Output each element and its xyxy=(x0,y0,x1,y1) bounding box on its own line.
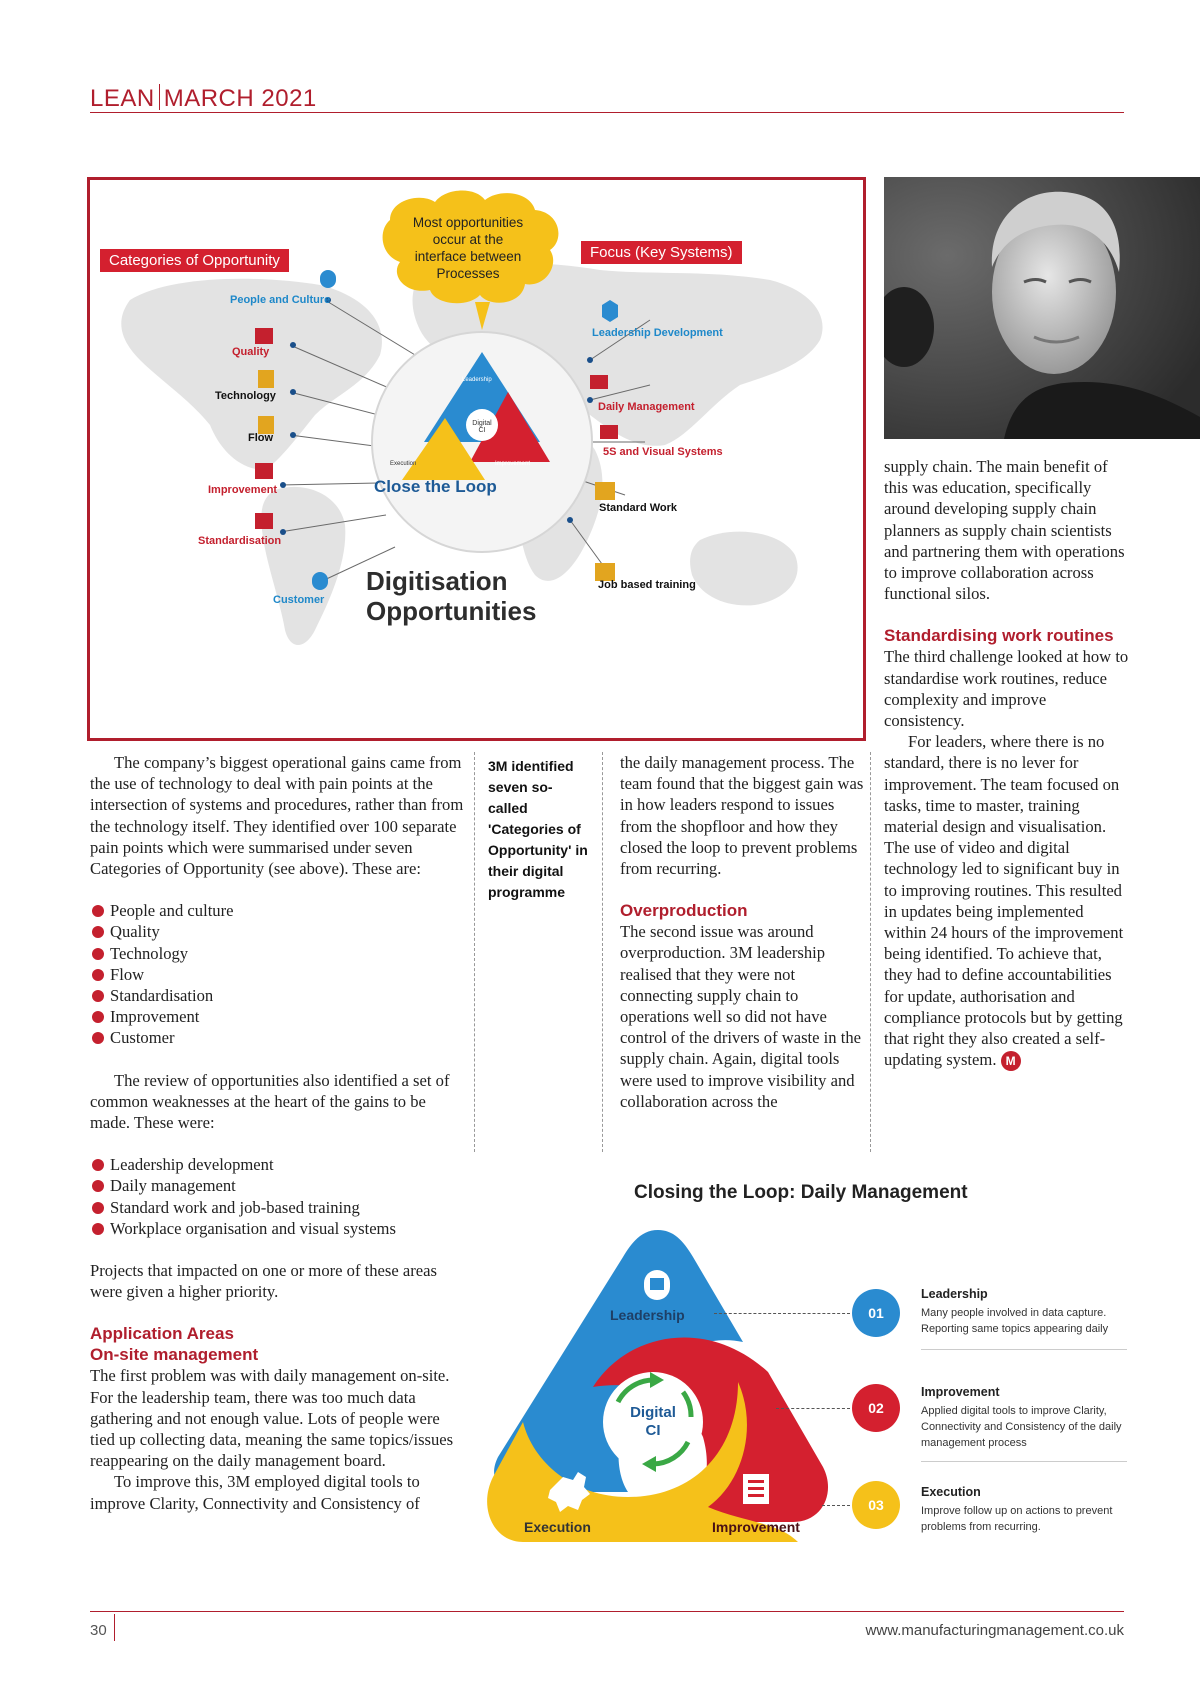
footer-divider xyxy=(114,1614,115,1641)
col3-paragraph-2: The second issue was around overproduction. 3M leadership realised that they were not connecting supply chain to operations well so did not have control of the drivers of waste in the supply chain. Again, digital tools were used to improve visibility and collaboration across the xyxy=(620,922,861,1111)
cloud-callout: Most opportunities occur at the interface between Processes xyxy=(412,215,524,281)
item-line: Connectivity and Consistency of the daily xyxy=(921,1421,1122,1433)
heading-on-site-management: On-site management xyxy=(90,1345,259,1365)
mini-digital-ci: Digital CI xyxy=(472,420,492,434)
connector-01 xyxy=(714,1313,850,1314)
close-the-loop-caption: Close the Loop xyxy=(374,477,497,496)
closing-the-loop-title: Closing the Loop: Daily Management xyxy=(634,1182,968,1203)
col4-paragraph-3-text: For leaders, where there is no standard, there is no lever for improvement. The team focused on tasks, time to master, training material design and visualisation. The use of video and digital technology led to significant buy in to improving routines. This resulted in updates being implemented within 24 hours of the improvement being identified. To achieve that, they had to define accountabilities for update, authorisation and compliance protocols but by getting that right they also created a self-updating system. xyxy=(884,732,1124,1070)
portrait-photo xyxy=(884,177,1200,439)
item-line: Many people involved in data capture. xyxy=(921,1307,1107,1319)
list-item: Technology xyxy=(90,943,464,964)
focus-5s-visual-systems: 5S and Visual Systems xyxy=(603,446,723,458)
category-quality: Quality xyxy=(232,346,270,358)
page-number: 30 xyxy=(90,1622,107,1639)
focus-standard-work: Standard Work xyxy=(599,502,678,514)
list-item: Workplace organisation and visual systems xyxy=(90,1218,464,1239)
connector-02 xyxy=(776,1408,850,1409)
col4-paragraph-1: supply chain. The main benefit of this was education, specifically around developing supply chain planners as supply chain scientists and partnering them with operations to improve collaboration across functional silos. xyxy=(884,457,1125,604)
step-number-03: 03 xyxy=(852,1481,900,1529)
item-rule xyxy=(921,1349,1127,1350)
article-column-3 xyxy=(620,752,864,1112)
weaknesses-list xyxy=(90,1154,464,1239)
article-column-1 xyxy=(90,752,464,1514)
category-technology: Technology xyxy=(215,390,276,402)
focus-leadership-development: Leadership Development xyxy=(592,327,723,339)
item-title: Execution xyxy=(921,1485,981,1499)
col4-paragraph-3 xyxy=(884,731,1130,1071)
list-item: Standard work and job-based training xyxy=(90,1197,464,1218)
col1-paragraph-3: Projects that impacted on one or more of these areas were given a higher priority. xyxy=(90,1261,437,1302)
connector-03 xyxy=(822,1505,850,1506)
digitisation-opportunities-title xyxy=(366,566,536,626)
portrait-image xyxy=(884,177,1200,439)
col1-paragraph-1: The company’s biggest operational gains came from the use of technology to deal with pain points at the intersection of systems and procedures, rather than from the technology itself. They identified over 100 separate pain points which were summarised under seven Categories of Opportunity (see above). These are: xyxy=(90,753,464,879)
category-customer: Customer xyxy=(273,594,325,606)
item-line: Applied digital tools to improve Clarity, xyxy=(921,1405,1107,1417)
column-divider xyxy=(474,752,475,1152)
focus-key-systems-box: Focus (Key Systems) xyxy=(581,241,742,264)
col1-paragraph-4: The first problem was with daily management on-site. For the leadership team, there was too much data gathering and not enough value. Lots of people were tied up collecting data, meaning the same topics/issues reappearing on the daily management board. xyxy=(90,1366,454,1471)
running-header xyxy=(90,84,317,113)
big-title-line-1: Digitisation xyxy=(366,566,508,596)
footer-url[interactable]: www.manufacturingmanagement.co.uk xyxy=(865,1622,1124,1639)
column-divider xyxy=(602,752,603,1152)
focus-daily-management: Daily Management xyxy=(598,401,695,413)
item-line: management process xyxy=(921,1437,1027,1449)
core-line-2: CI xyxy=(645,1422,661,1439)
heading-standardising-work-routines: Standardising work routines xyxy=(884,626,1114,646)
item-line: problems from recurring. xyxy=(921,1521,1041,1533)
core-line-1: Digital xyxy=(630,1404,676,1421)
item-improvement xyxy=(921,1385,1127,1462)
header-rule xyxy=(90,112,1124,113)
mini-leadership-label: Leadership xyxy=(462,377,492,383)
big-title-line-2: Opportunities xyxy=(366,596,537,626)
col4-paragraph-2: The third challenge looked at how to standardise work routines, reduce complexity and improve consistency. xyxy=(884,647,1129,731)
item-title: Improvement xyxy=(921,1385,1000,1399)
triangle-execution-label: Execution xyxy=(524,1519,591,1535)
item-execution xyxy=(921,1485,1127,1535)
categories-list xyxy=(90,900,464,1048)
list-item: People and culture xyxy=(90,900,464,921)
category-people-and-culture: People and Culture xyxy=(230,294,331,306)
mini-execution-label: Execution xyxy=(390,461,417,467)
col3-paragraph-1: the daily management process. The team found that the biggest gain was in how leaders respond to issues from the shopfloor and how they closed the loop to prevent problems from recurring. xyxy=(620,753,864,879)
item-line: Reporting same topics appearing daily xyxy=(921,1323,1109,1335)
item-rule xyxy=(921,1461,1127,1462)
categories-of-opportunity-box: Categories of Opportunity xyxy=(100,249,289,272)
col1-paragraph-2: The review of opportunities also identified a set of common weaknesses at the heart of the gains to be made. These were: xyxy=(90,1070,450,1133)
category-standardisation: Standardisation xyxy=(198,535,282,547)
end-mark-icon: M xyxy=(1001,1051,1021,1071)
closing-loop-triangle-diagram xyxy=(478,1222,838,1560)
list-item: Daily management xyxy=(90,1175,464,1196)
column-divider xyxy=(870,752,871,1152)
list-item: Customer xyxy=(90,1027,464,1048)
list-item: Flow xyxy=(90,964,464,985)
heading-overproduction: Overproduction xyxy=(620,901,748,921)
triangle-leadership-label: Leadership xyxy=(610,1307,685,1323)
focus-job-based-training: Job based training xyxy=(598,579,696,591)
category-flow: Flow xyxy=(248,432,274,444)
pull-quote: 3M identified seven so-called 'Categories of Opportunity' in their digital programme xyxy=(488,758,588,900)
header-divider xyxy=(159,84,160,110)
digital-ci-core xyxy=(618,1404,688,1440)
mini-improvement-label: Improvement xyxy=(495,461,531,467)
header-issue: MARCH 2021 xyxy=(163,85,317,112)
footer-rule xyxy=(90,1611,1124,1612)
header-brand: LEAN xyxy=(90,85,155,112)
heading-application-areas: Application Areas xyxy=(90,1324,234,1344)
list-item: Quality xyxy=(90,921,464,942)
item-title: Leadership xyxy=(921,1287,988,1301)
step-number-02: 02 xyxy=(852,1384,900,1432)
article-column-4 xyxy=(884,456,1130,1071)
item-leadership xyxy=(921,1287,1127,1350)
list-item: Improvement xyxy=(90,1006,464,1027)
triangle-improvement-label: Improvement xyxy=(712,1519,800,1535)
category-improvement: Improvement xyxy=(208,484,278,496)
item-line: Improve follow up on actions to prevent xyxy=(921,1505,1113,1517)
col1-paragraph-5: To improve this, 3M employed digital tools to improve Clarity, Connectivity and Consistency of xyxy=(90,1472,420,1513)
list-item: Leadership development xyxy=(90,1154,464,1175)
digitisation-opportunities-figure xyxy=(87,177,866,741)
step-number-01: 01 xyxy=(852,1289,900,1337)
list-item: Standardisation xyxy=(90,985,464,1006)
